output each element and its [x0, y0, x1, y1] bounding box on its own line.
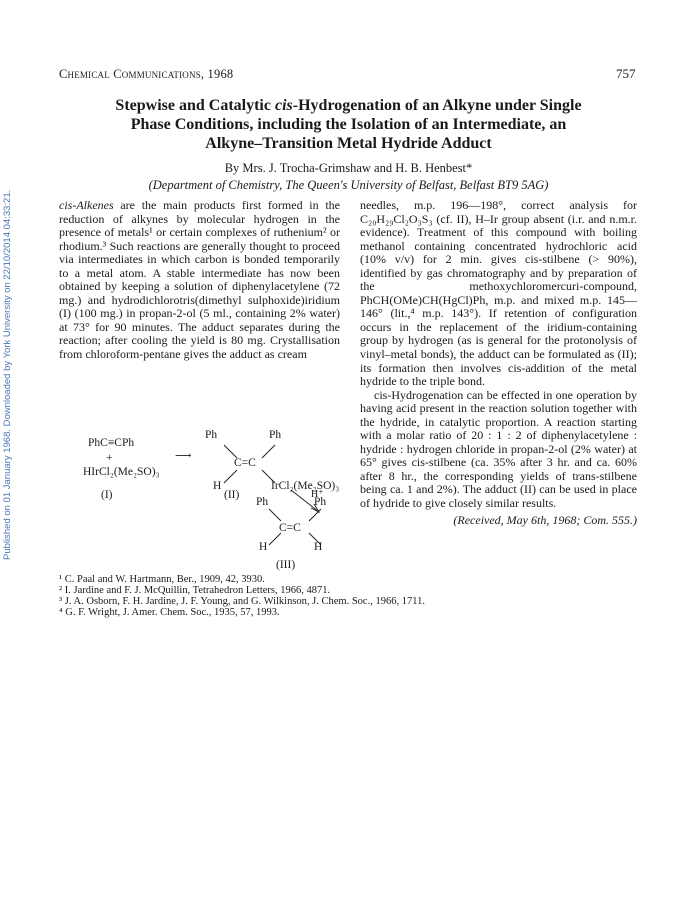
article-title: [40, 96, 657, 153]
reaction-scheme: [59, 429, 349, 582]
affiliation: (Department of Chemistry, The Queen's University of Belfast, Belfast BT9 5AG): [148, 178, 549, 192]
received-date: (Received, May 6th, 1968; Com. 555.): [453, 512, 637, 527]
alkene-double-bond: C=C: [234, 457, 256, 469]
paragraph-text: are the main products first formed in the reduction of alkynes by molecular hydrogen in the presence of metals¹ or certain complexes of ruthenium² or rhodium.³ Such reactions are generally thought to proceed via intermediates in which carbon is bonded temporarily to a metal atom. A stable intermediate has now been obtained by keeping a solution of diphenylacetylene (72 mg.) and hydrodichlorotris(dimethyl sulphoxide)iridium (I) (100 mg.) in propan-2-ol (5 ml., containing 2% water) at 73° for 90 minutes. The adduct separates during the reaction; after cooling the yield is 80 mg. Crystallisation from chloroform-pentane gives the adduct as cream: [59, 198, 340, 362]
download-watermark: [2, 150, 14, 560]
compound-label-ii: (II): [224, 489, 240, 501]
page-number: 757: [616, 66, 636, 81]
reference-item: ³ J. A. Osborn, F. H. Jardine, J. F. Young, and G. Wilkinson, J. Chem. Soc., 1966, 1711.: [59, 596, 425, 607]
reactant-alkyne: PhC≡CPh: [88, 437, 135, 449]
reference-item: ¹ C. Paal and W. Hartmann, Ber., 1909, 42, 3930.: [59, 574, 265, 585]
download-watermark-text: Published on 01 January 1968. Downloaded by York University on 22/10/2014 04:33:21.: [2, 189, 13, 560]
running-header: Chemical Communications, 1968: [59, 67, 234, 81]
hydrogen-label: H: [259, 541, 268, 553]
scheme-bonds: [59, 432, 349, 582]
iridium-group: IrCl₂(Me₂SO)₃: [271, 480, 340, 492]
references: [59, 574, 639, 618]
reaction-arrow: ⟶: [175, 450, 192, 462]
plus-sign: +: [106, 452, 113, 464]
title-line1-end: -Hydrogenation of an Alkyne under Single: [292, 97, 582, 114]
hydrogen-label: H: [213, 480, 222, 492]
compound-label-i: (I): [101, 489, 113, 501]
phenyl-label: Ph: [269, 429, 282, 441]
reference-item: ² I. Jardine and F. J. McQuillin, Tetrahedron Letters, 1966, 4871.: [59, 585, 331, 596]
paragraph: [59, 199, 340, 362]
column-right: [360, 199, 637, 527]
reactant-hydride: HIrCl₂(Me₂SO)₃: [83, 466, 160, 478]
title-line1-start: Stepwise and Catalytic: [115, 97, 275, 114]
lead-term: cis-Alkenes: [59, 198, 114, 212]
title-line3: Alkyne–Transition Metal Hydride Adduct: [205, 135, 492, 152]
paragraph: cis-Hydrogenation can be effected in one operation by having acid present in the reaction solution together with the hydride, in catalytic proportion. A reaction starting with a molar ratio of 20 : 1 : 2 of diphenylacetylene : hydride : hydrogen chloride in propan-2-ol (2% water) at 65° gives cis-stilbene (ca. 35% after 3 hr. and ca. 60% after 8 hr., the corresponding yields of trans-stilbene being ca. 1 and 2%). The adduct (II) can be used in place of hydride to give closely similar results.: [360, 387, 637, 511]
phenyl-label: Ph: [314, 496, 327, 508]
column-left: [59, 199, 340, 362]
paragraph: needles, m.p. 196—198°, correct analysis for C₂₀H₂₉Cl₂O₃S₃ (cf. II), H–Ir group absent (i.r. and n.m.r. evidence). Treatment of this compound with boiling methanol containing concentrated hydrochloric acid (10% v/v) for 2 min. gives cis-stilbene (> 90%), identified by gas chromatography and by preparation of the methoxychloromercuri-compound, PhCH(OMe)CH(HgCl)Ph, m.p. and mixed m.p. 145—146° (lit.,⁴ m.p. 143°). If retention of configuration occurs in the replacement of the iridium-containing group by hydrogen (as is general for the protonolysis of vinyl–metal bonds), the adduct can be formulated as (II); its formation then involves cis-addition of the metal hydride to the triple bond.: [360, 198, 637, 389]
title-line2: Phase Conditions, including the Isolation of an Intermediate, an: [130, 116, 567, 133]
acid-reagent: H⁺: [311, 489, 324, 500]
reference-item: ⁴ G. F. Wright, J. Amer. Chem. Soc., 1935, 57, 1993.: [59, 607, 280, 618]
compound-label-iii: (III): [276, 559, 296, 571]
authors: By Mrs. J. Trocha-Grimshaw and H. B. Henbest*: [224, 161, 473, 175]
phenyl-label: Ph: [205, 429, 218, 441]
phenyl-label: Ph: [256, 496, 269, 508]
stilbene-double-bond: C=C: [279, 522, 301, 534]
hydrogen-label: H: [314, 541, 323, 553]
title-italic: cis: [274, 97, 293, 114]
